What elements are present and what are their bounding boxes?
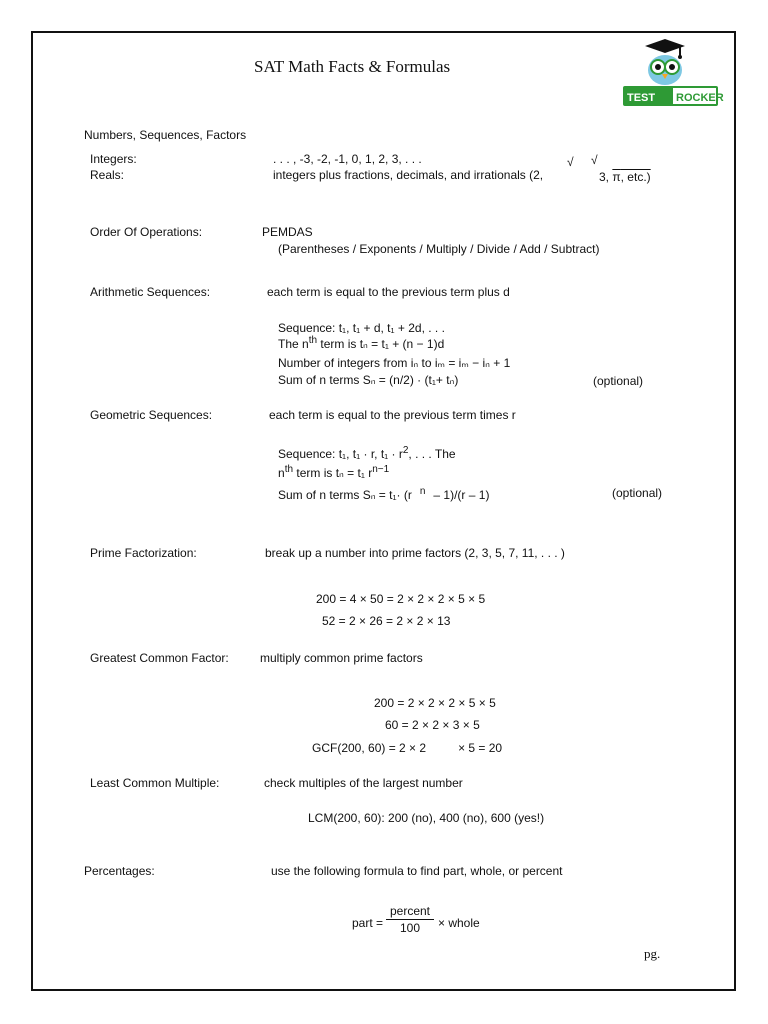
geo-line2: $n^{th}$ term is tₙ = t₁ $r^{n-1}$	[278, 464, 390, 480]
pct-lhs: part =	[352, 916, 384, 930]
logo-text-left: TEST	[627, 92, 656, 104]
order-label: Order Of Operations:	[90, 225, 203, 239]
prime-eq1: 200 = 4 × 50 = 2 × 2 × 2 × 5 × 5	[316, 592, 486, 606]
arith-optional: (optional)	[593, 374, 644, 388]
prime-eq2: 52 = 2 × 26 = 2 × 2 × 13	[322, 614, 451, 628]
root-symbol-b: √	[591, 153, 598, 167]
prime-label: Prime Factorization:	[90, 546, 197, 560]
arith-line2: The $n^{th}$ term is tₙ = t₁ + (n − 1)d	[278, 335, 445, 351]
lcm-desc: check multiples of the largest number	[264, 776, 463, 790]
order-detail: (Parentheses / Exponents / Multiply / Divide / Add / Subtract)	[278, 242, 600, 256]
geo-desc: each term is equal to the previous term times r	[269, 408, 516, 422]
pct-rhs: × whole	[438, 916, 480, 930]
geo-line3: Sum of n terms Sₙ = t₁· (r $^n$ – 1)/(r – 1)	[278, 486, 490, 502]
lcm-eq: LCM(200, 60): 200 (no), 400 (no), 600 (yes!)	[308, 811, 545, 825]
pct-fraction	[386, 904, 434, 935]
logo-text-right: ROCKER	[676, 92, 724, 104]
fraction-bar	[386, 919, 434, 920]
prime-desc: break up a number into prime factors (2, 3, 5, 7, 11, . . . )	[265, 546, 565, 560]
pct-numerator: percent	[389, 904, 431, 918]
pct-desc: use the following formula to find part, whole, or percent	[271, 864, 563, 878]
arith-label: Arithmetic Sequences:	[90, 285, 211, 299]
reals-value: integers plus fractions, decimals, and irrationals (2,	[273, 168, 544, 182]
lcm-label: Least Common Multiple:	[90, 776, 220, 790]
arith-line1: Sequence: t₁, t₁ + d, t₁ + 2d, . . .	[278, 321, 445, 335]
arith-line4: Sum of n terms Sₙ = (n/2) · (t₁+ tₙ)	[278, 373, 459, 387]
gcf-desc: multiply common prime factors	[260, 651, 423, 665]
root-symbol-a: √	[567, 155, 574, 169]
integers-value: . . . , -3, -2, -1, 0, 1, 2, 3, . . .	[273, 152, 422, 166]
gcf-eq2: 60 = 2 × 2 × 3 × 5	[385, 718, 480, 732]
gcf-label: Greatest Common Factor:	[90, 651, 229, 665]
arith-line3: Number of integers from iₙ to iₘ = iₘ − iₙ + 1	[278, 356, 511, 370]
geo-optional: (optional)	[612, 486, 663, 500]
page-title: SAT Math Facts & Formulas	[254, 57, 451, 76]
order-acronym: PEMDAS	[262, 225, 313, 239]
reals-value-suffix: 3, $\overline{\pi}$, etc.)	[599, 170, 651, 184]
arith-desc: each term is equal to the previous term plus d	[267, 285, 510, 299]
reals-label: Reals:	[90, 168, 125, 182]
section-heading: Numbers, Sequences, Factors	[84, 128, 247, 142]
gcf-eq3: GCF(200, 60) = 2 × 2 × 5 = 20	[312, 741, 503, 755]
logo	[621, 38, 724, 110]
geo-line1: Sequence: t₁, t₁ · r, $t_1 \cdot r^2$, . . . The	[278, 445, 456, 461]
integers-label: Integers:	[90, 152, 137, 166]
pct-label: Percentages:	[84, 864, 155, 878]
pct-denominator: 100	[399, 921, 421, 935]
geo-label: Geometric Sequences:	[90, 408, 213, 422]
gcf-eq1: 200 = 2 × 2 × 2 × 5 × 5	[374, 696, 496, 710]
page-number-label: pg.	[644, 946, 661, 961]
